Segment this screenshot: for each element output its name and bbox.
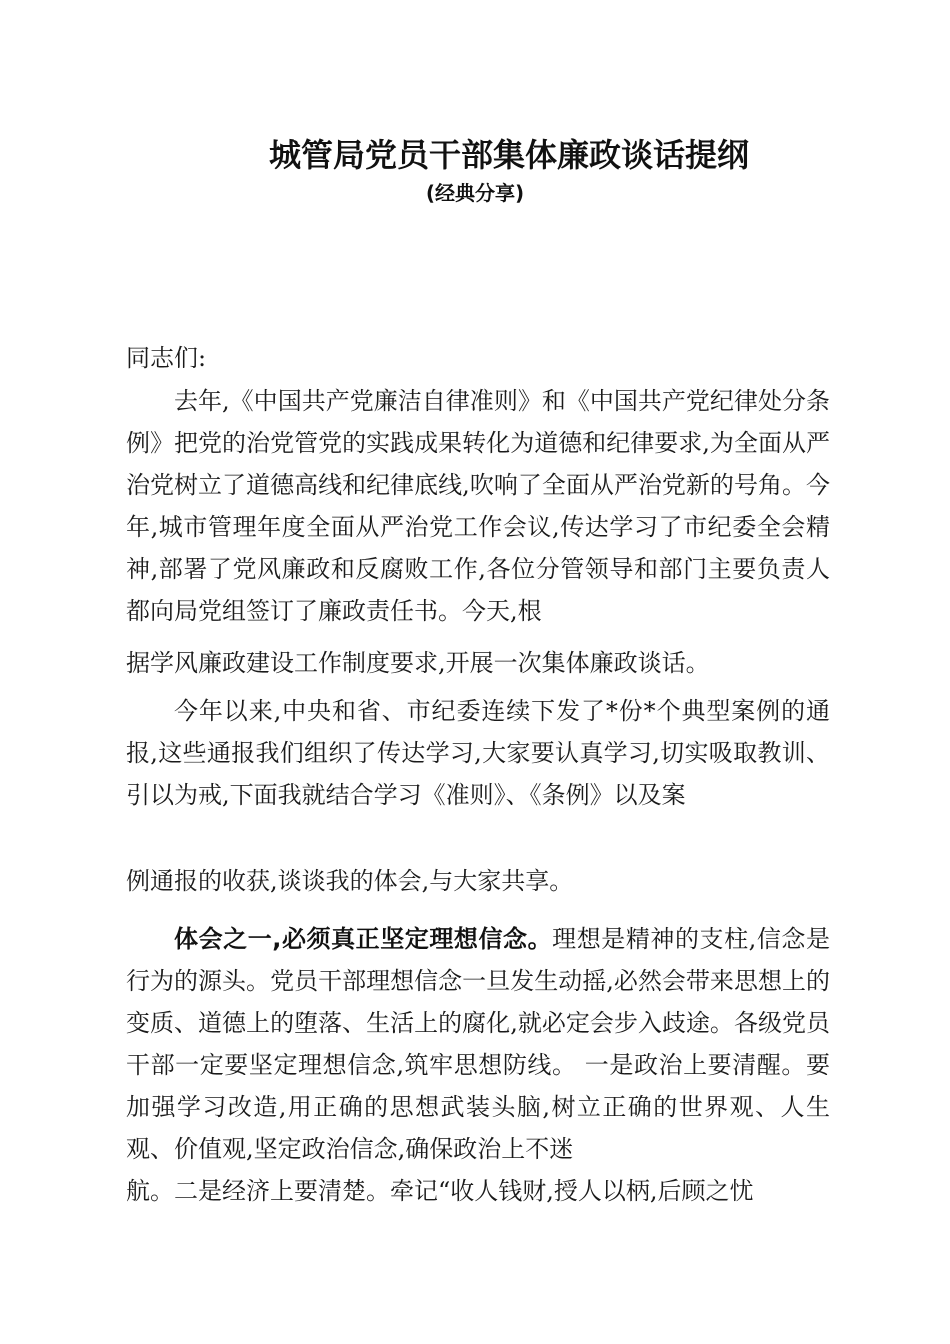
paragraph-1-continuation: 据学风廉政建设工作制度要求,开展一次集体廉政谈话。 bbox=[126, 649, 710, 677]
document-subtitle: (经典分享) bbox=[425, 181, 525, 205]
document-title: 城管局党员干部集体廉政谈话提纲 bbox=[268, 136, 749, 174]
paragraph-3 bbox=[126, 918, 830, 1170]
paragraph-1: 去年,《中国共产党廉洁自律准则》和《中国共产党纪律处分条例》把党的治党管党的实践成果转化为道德和纪律要求,为全面从严治党树立了道德高线和纪律底线,吹响了全面从严治党新的号角。今年,城市管理年度全面从严治党工作会议,传达学习了市纪委全会精神,部署了党风廉政和反腐败工作,各位分管领导和部门主要负责人都向局党组签订了廉政责任书。今天,根 bbox=[126, 387, 830, 625]
paragraph-3-continuation: 航。二是经济上要清楚。牵记“收人钱财,授人以柄,后顾之忧 bbox=[126, 1177, 754, 1205]
paragraph-2-continuation: 例通报的收获,谈谈我的体会,与大家共享。 bbox=[126, 867, 574, 895]
paragraph-3-lead: 体会之一,必须真正坚定理想信念。 bbox=[174, 925, 553, 953]
paragraph-3-body: 理想是精神的支柱,信念是行为的源头。党员干部理想信念一旦发生动摇,必然会带来思想上的变质、道德上的堕落、生活上的腐化,就必定会步入歧途。各级党员干部一定要坚定理想信念,筑牢思想防线。 一是政治上要清醒。要加强学习改造,用正确的思想武装头脑,树立正确的世界观、人生观、价值观,坚定政治信念,确保政治上不迷 bbox=[126, 925, 830, 1163]
paragraph-2: 今年以来,中央和省、市纪委连续下发了*份*个典型案例的通报,这些通报我们组织了传达学习,大家要认真学习,切实吸取教训、引以为戒,下面我就结合学习《准则》、《条例》以及案 bbox=[126, 697, 830, 809]
greeting: 同志们: bbox=[126, 344, 207, 372]
